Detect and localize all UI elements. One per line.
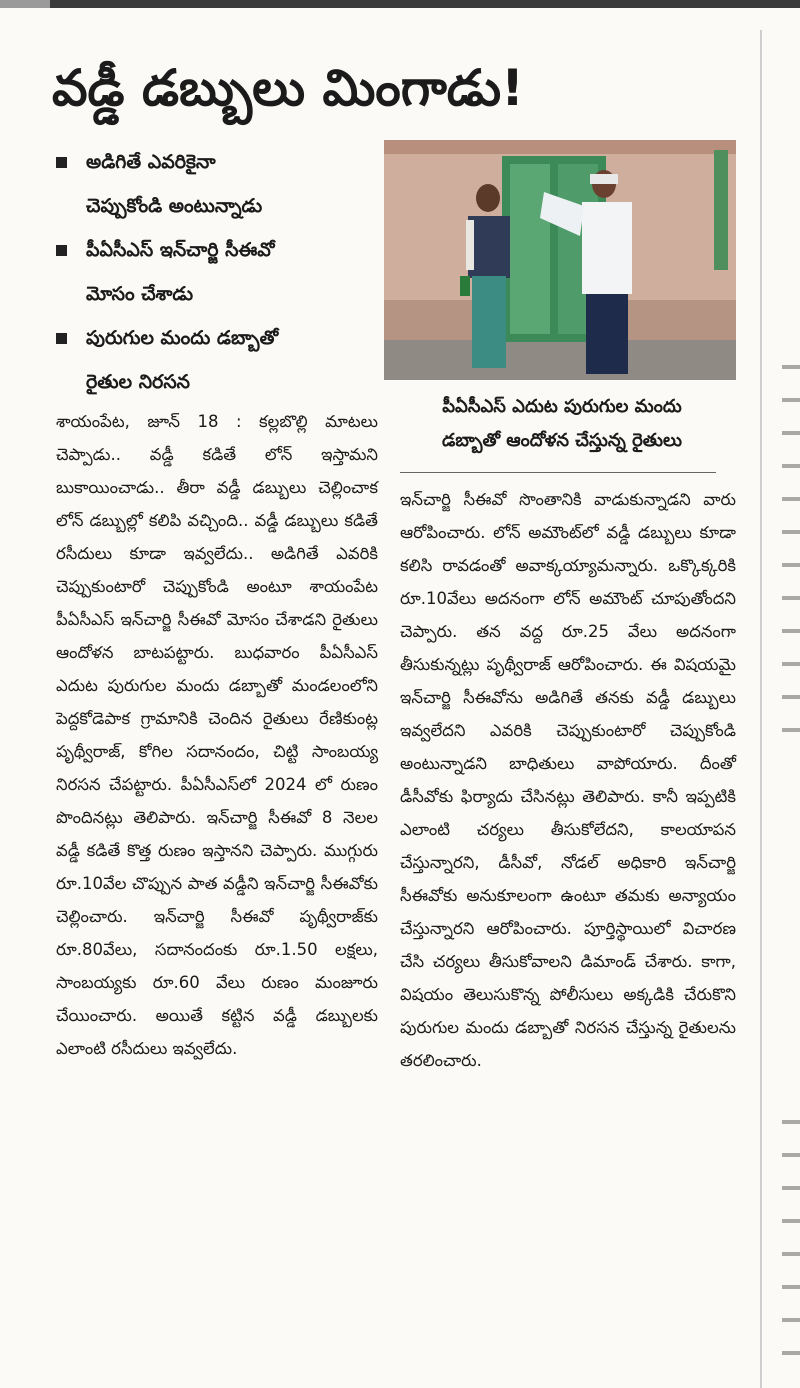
- headline: వడ్డీ డబ్బులు మింగాడు!: [52, 59, 524, 117]
- adjacent-text-lines: [782, 1100, 800, 1380]
- bullet-item: [56, 316, 376, 404]
- bullet-item: [56, 140, 376, 228]
- article-paragraph: శాయంపేట, జూన్ 18 : కల్లబొల్లి మాటలు చెప్పాడు.. వడ్డీ కడితే లోన్ ఇస్తామని బుకాయించాడు.. తీరా వడ్డీ డబ్బులు చెల్లించాక లోన్ డబ్బుల్లో కలిపి వచ్చింది.. వడ్డీ డబ్బులు కడితే రసీదులు కూడా ఇవ్వలేదు.. అడిగితే ఎవరికి చెప్పుకుంటారో చెప్పుకోండి అంటూ శాయంపేట పీఏసీఎస్ ఇన్‌చార్జి సీఈవో మోసం చేశాడని రైతులు ఆందోళన బాటపట్టారు. బుధవారం పీఏసీఎస్ ఎదుట పురుగుల మందు డబ్బాతో మండలంలోని పెద్దకోడెపాక గ్రామానికి చెందిన రైతులు రేణికుంట్ల పృథ్వీరాజ్, కోగిల సదానందం, చిట్టి సాంబయ్య నిరసన చేపట్టారు. పీఏసీఎస్‌లో 2024 లో రుణం పొందినట్లు తెలిపారు. ఇన్‌చార్జి సీఈవో 8 నెలల వడ్డీ కడితే కొత్త రుణం ఇస్తానని చెప్పారు. ముగ్గురు రూ.10వేల చొప్పున పాత వడ్డీని ఇన్‌చార్జి సీఈవోకు చెల్లించారు. ఇన్‌చార్జి సీఈవో పృథ్వీరాజ్‌కు రూ.80వేలు, సదానందంకు రూ.1.50 లక్షలు, సాంబయ్యకు రూ.60 వేలు రుణం మంజూరు చేయించారు. అయితే కట్టిన వడ్డీ డబ్బులకు ఎలాంటి రసీదులు ఇవ్వలేదు.: [56, 412, 378, 1058]
- photo-caption: [392, 390, 732, 458]
- bullet-square-icon: [56, 333, 67, 344]
- bullet-item: [56, 228, 376, 316]
- caption-line: పీఏసీఎస్ ఎదుట పురుగుల మందు: [442, 396, 682, 417]
- adjacent-text-lines: [782, 345, 800, 745]
- caption-divider: [400, 472, 716, 473]
- article-column-1: [56, 405, 378, 1065]
- article-paragraph: ఇన్‌చార్జి సీఈవో సొంతానికి వాడుకున్నాడని వారు ఆరోపించారు. లోన్ అమౌంట్‌లో వడ్డీ డబ్బులు కూడా కలిసి రావడంతో అవాక్కయ్యామన్నారు. ఒక్కొక్కరికి రూ.10వేలు అదనంగా లోన్ అమౌంట్ చూపుతోందని చెప్పారు. తన వద్ద రూ.25 వేలు అదనంగా తీసుకున్నట్లు పృథ్వీరాజ్ ఆరోపించారు. ఈ విషయమై ఇన్‌చార్జి సీఈవోను అడిగితే తనకు వడ్డీ డబ్బులు ఇవ్వలేదని ఎవరికి చెప్పుకుంటారో చెప్పుకోండి అంటున్నాడని బాధితులు వాపోయారు. దీంతో డీసీవోకు ఫిర్యాదు చేసినట్లు తెలిపారు. కానీ ఇప్పటికి ఎలాంటి చర్యలు తీసుకోలేదని, కాలయాపన చేస్తున్నారని, డీసీవో, నోడల్ అధికారి ఇన్‌చార్జి సీఈవోకు అనుకూలంగా ఉంటూ తమకు అన్యాయం చేస్తున్నారని ఆరోపించారు. పూర్తిస్థాయిలో విచారణ చేసి చర్యలు తీసుకోవాలని డిమాండ్ చేశారు. కాగా, విషయం తెలుసుకొన్న పోలీసులు అక్కడికి చేరుకొని పురుగుల మందు డబ్బాతో నిరసన చేస్తున్న రైతులను తరలించారు.: [400, 490, 736, 1070]
- bullet-square-icon: [56, 157, 67, 168]
- bullet-line: పురుగుల మందు డబ్బాతో: [86, 327, 279, 349]
- bullet-line: రైతుల నిరసన: [86, 371, 190, 393]
- article-column-2: [400, 483, 736, 1077]
- summary-bullets: [56, 140, 376, 404]
- bullet-line: మోసం చేశాడు: [86, 283, 194, 305]
- column-divider: [760, 30, 762, 1388]
- farmers-protest-illustration: [384, 140, 736, 380]
- bullet-line: అడిగితే ఎవరికైనా: [86, 151, 216, 173]
- top-rule: [0, 0, 800, 8]
- bullet-line: చెప్పుకోండి అంటున్నాడు: [86, 195, 263, 217]
- bullet-square-icon: [56, 245, 67, 256]
- bullet-line: పీఏసీఎస్ ఇన్‌చార్జి సీఈవో: [86, 239, 275, 261]
- adjacent-article-fragment: [770, 0, 800, 1388]
- news-photo: [384, 140, 736, 380]
- caption-line: డబ్బాతో ఆందోళన చేస్తున్న రైతులు: [442, 430, 682, 451]
